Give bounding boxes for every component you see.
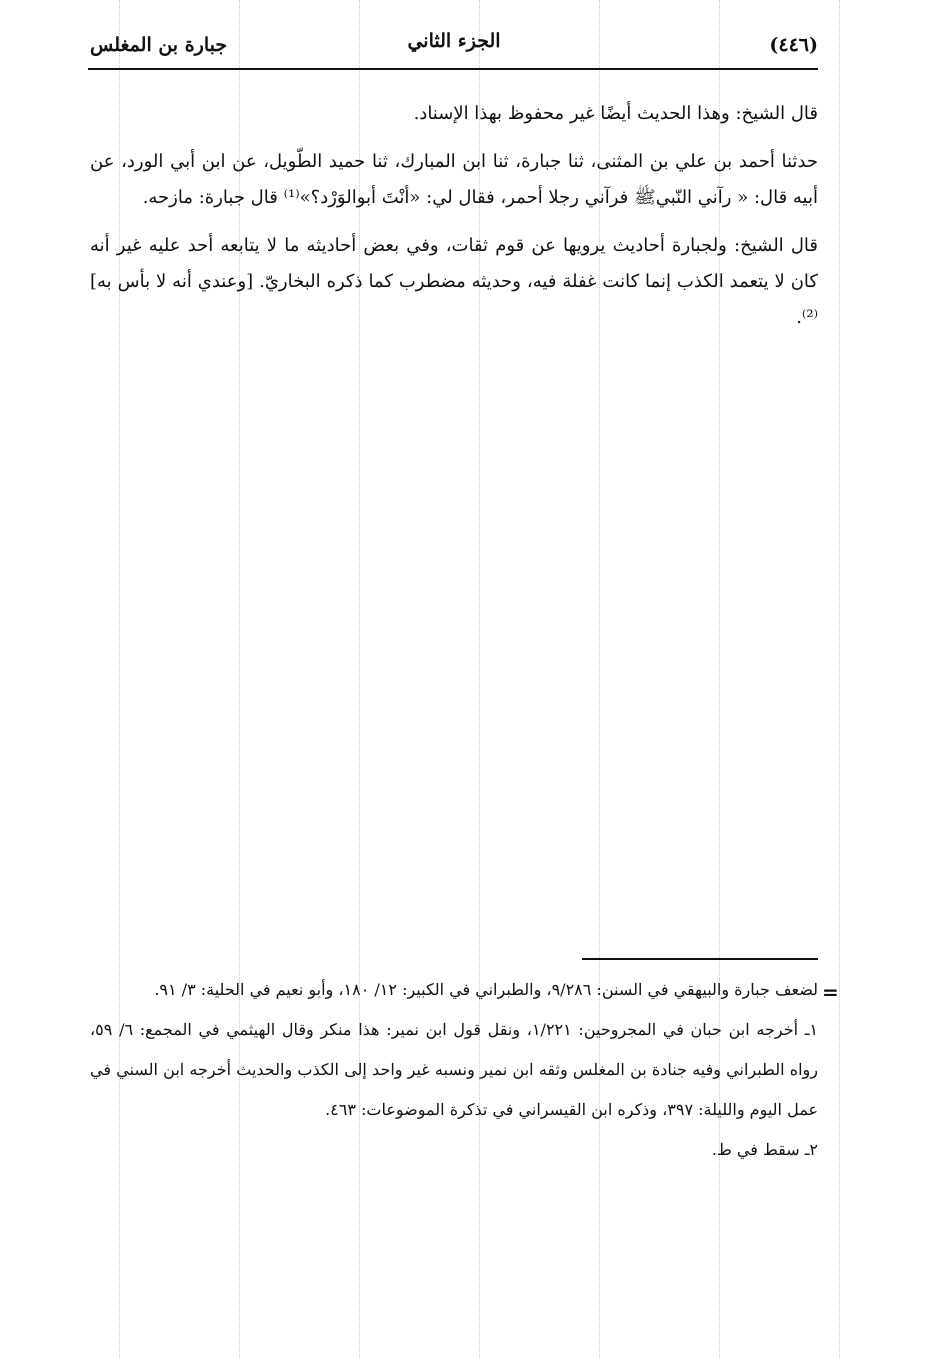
paragraph: قال الشيخ: ولجبارة أحاديث يرويها عن قوم ثقات، وفي بعض أحاديثه ما لا يتابعه أحد عليه غير أنه كان لا يتعمد الكذب إنما كانت غفلة فيه، وحديثه مضطرب كما ذكره البخاريّ. [وعندي أنه لا بأس به]⁽²⁾. <box>90 235 818 328</box>
page-header <box>90 30 818 62</box>
footnote-continuation-mark: = <box>822 980 839 1004</box>
part-title: الجزء الثاني <box>407 30 501 52</box>
running-head: جبارة بن المغلس <box>90 34 228 56</box>
footnote-rule <box>582 958 818 960</box>
scan-gridline <box>839 0 840 1358</box>
footnote: ٢ـ سقط في ط. <box>711 1140 818 1159</box>
footnotes <box>90 970 818 1170</box>
paragraph: حدثنا أحمد بن علي بن المثنى، ثنا جبارة، ثنا ابن المبارك، ثنا حميد الطّويل، عن ابن أبي الورد، عن أبيه قال: « رآني النّبيﷺ فرآني رجلا أحمر، فقال لي: «أنْتَ أبوالوَرْد؟»⁽¹⁾ قال جبارة: مازحه. <box>90 151 818 208</box>
header-rule <box>88 68 818 70</box>
footnote: لضعف جبارة والبيهقي في السنن: ٩/٢٨٦، والطبراني في الكبير: ١٢/ ١٨٠، وأبو نعيم في الحلية: ٣/ ٩١. <box>154 980 818 999</box>
main-text <box>90 96 818 348</box>
footnote: ١ـ أخرجه ابن حبان في المجروحين: ١/٢٢١، ونقل قول ابن نمير: هذا منكر وقال الهيثمي في المجمع: ٦/ ٥٩، رواه الطبراني وفيه جنادة بن المغلس وثقه ابن نمير ونسبه غير واحد إلى الكذب والحديث أخرجه ابن السني في عمل اليوم والليلة: ٣٩٧، وذكره ابن القيسراني في تذكرة الموضوعات: ٤٦٣. <box>90 1020 819 1119</box>
page-number: (٤٤٦) <box>769 34 818 56</box>
paragraph: قال الشيخ: وهذا الحديث أيضًا غير محفوظ بهذا الإسناد. <box>413 103 818 124</box>
